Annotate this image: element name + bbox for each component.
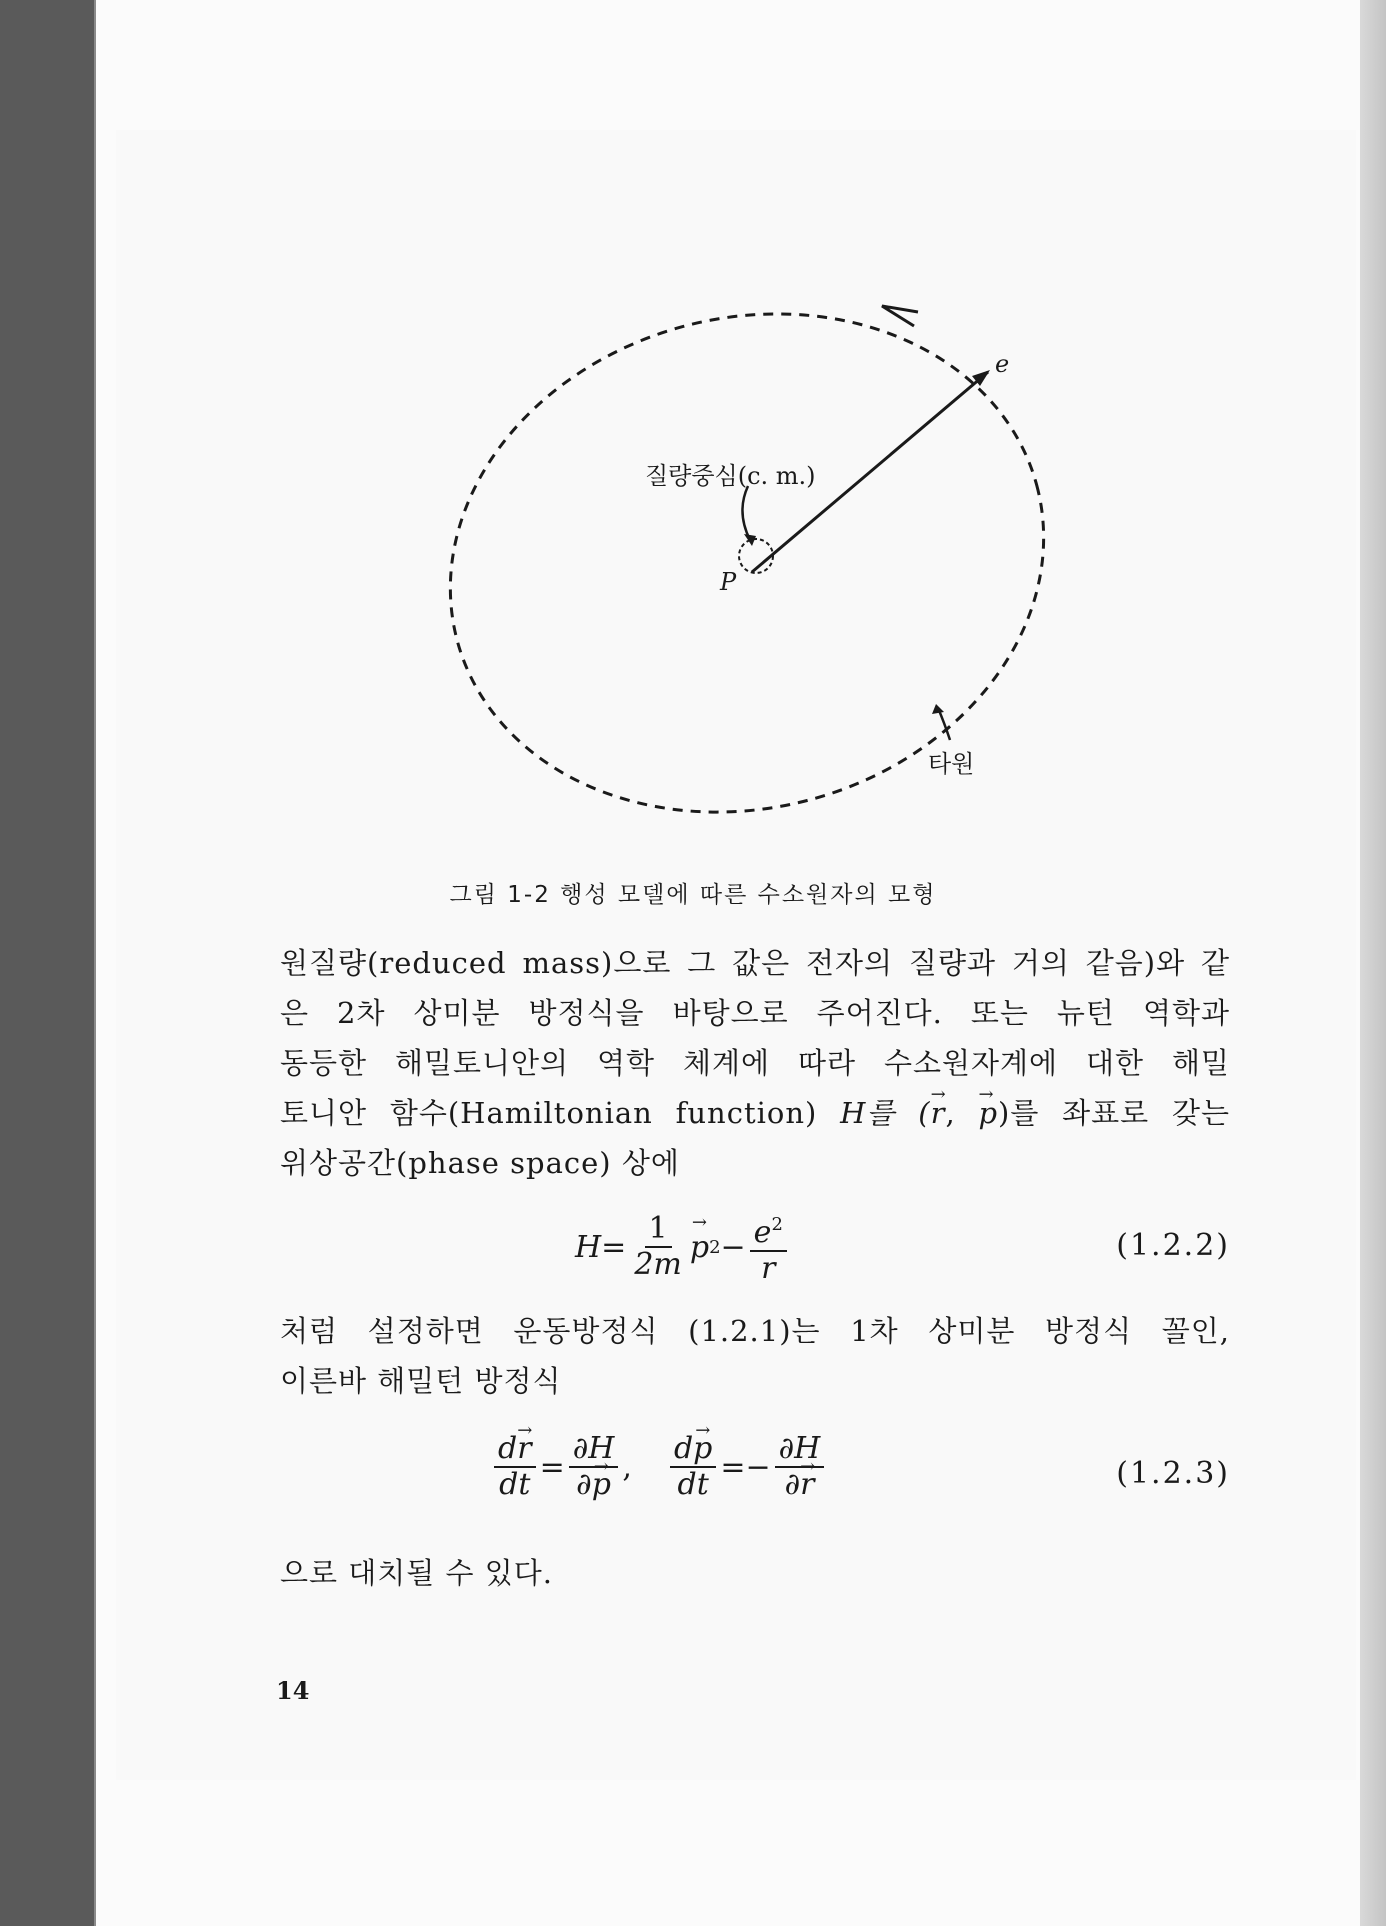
vector-r: → r <box>800 1468 814 1502</box>
orbit-direction-arrow <box>882 306 918 326</box>
figure-caption: 그림 1-2 행성 모델에 따른 수소원자의 모형 <box>449 882 937 908</box>
d-symbol: d <box>498 1431 518 1466</box>
d-symbol: d <box>673 1431 694 1466</box>
vector-r: → r <box>931 1088 946 1138</box>
text-segment: , <box>945 1096 979 1130</box>
partial-symbol: ∂ <box>784 1467 801 1502</box>
ellipse-label: 타원 <box>928 750 975 778</box>
numerator: ∂H <box>569 1432 619 1468</box>
elliptical-orbit <box>394 249 1100 878</box>
numerator: ∂H <box>775 1432 825 1468</box>
proton-label: P <box>720 568 737 596</box>
equals-sign: = <box>539 1449 565 1485</box>
text-segment: 토니안 함수(Hamiltonian function) <box>280 1096 818 1130</box>
text-segment: H를 ( <box>840 1096 931 1130</box>
paragraph-1-end <box>280 1138 1230 1188</box>
numerator <box>494 1432 536 1468</box>
comma: , <box>622 1449 632 1485</box>
denominator: dt <box>499 1467 531 1502</box>
equation-body <box>490 1432 828 1502</box>
fraction <box>494 1432 536 1502</box>
ellipse-pointer-head <box>932 704 944 714</box>
text-line: 위상공간(phase space) 상에 <box>280 1146 680 1180</box>
fraction <box>630 1212 686 1282</box>
paragraph-3 <box>280 1548 1230 1598</box>
text-line: 동등한 해밀토니안의 역학 체계에 따라 수소원자계에 대한 해밀 <box>280 1046 1230 1080</box>
equation-1-2-3 <box>280 1432 1230 1512</box>
denominator <box>781 1468 819 1502</box>
page-number: 14 <box>276 1676 310 1705</box>
paragraph-2 <box>280 1306 1230 1356</box>
text-line: 은 2차 상미분 방정식을 바탕으로 주어진다. 또는 뉴턴 역학과 <box>280 996 1230 1030</box>
text-line: 으로 대치될 수 있다. <box>280 1556 553 1590</box>
center-of-mass-pointer <box>742 486 750 540</box>
paragraph-1 <box>280 938 1230 1138</box>
eq-lhs: H= <box>575 1229 627 1265</box>
numerator <box>750 1208 787 1252</box>
equation-1-2-2 <box>280 1208 1230 1288</box>
e-symbol: e <box>753 1215 772 1250</box>
hydrogen-atom-diagram <box>0 0 1386 900</box>
ellipse-pointer <box>938 708 950 740</box>
denominator: dt <box>677 1467 709 1502</box>
numerator: 1 <box>645 1212 672 1248</box>
vector-p: → p <box>693 1432 712 1466</box>
text-line: 원질량(reduced mass)으로 그 값은 전자의 질량과 거의 같음)와 같 <box>280 946 1230 980</box>
text-line: 이른바 해밀턴 방정식 <box>280 1364 562 1398</box>
equation-number: (1.2.2) <box>1116 1228 1230 1263</box>
denominator: 2m <box>634 1247 682 1282</box>
minus-sign: − <box>720 1229 746 1265</box>
electron-label: e <box>995 350 1010 378</box>
vector-p: → p <box>592 1468 611 1502</box>
fraction <box>775 1432 825 1502</box>
center-of-mass-label: 질량중심(c. m.) <box>645 462 816 490</box>
vector-p: → p <box>690 1230 709 1265</box>
denominator <box>572 1468 615 1502</box>
text-line: 처럼 설정하면 운동방정식 (1.2.1)는 1차 상미분 방정식 꼴인, <box>280 1314 1230 1348</box>
fraction <box>670 1432 716 1502</box>
vector-p: → p <box>978 1088 998 1138</box>
fraction <box>750 1208 787 1286</box>
equals-sign: = <box>720 1449 746 1485</box>
fraction <box>569 1432 619 1502</box>
text-segment: )를 좌표로 갖는 <box>998 1096 1231 1130</box>
exponent: 2 <box>709 1236 721 1258</box>
center-of-mass-pointer-head <box>744 534 756 546</box>
equation-number: (1.2.3) <box>1116 1456 1230 1491</box>
text-line <box>280 1088 1230 1138</box>
equation-body <box>575 1208 791 1286</box>
exponent: 2 <box>771 1214 783 1235</box>
minus-sign: − <box>745 1449 771 1485</box>
paragraph-2-end <box>280 1356 1230 1406</box>
numerator <box>670 1432 716 1468</box>
vector-r: → r <box>517 1432 531 1466</box>
denominator: r <box>761 1251 776 1286</box>
partial-symbol: ∂ <box>576 1467 592 1502</box>
